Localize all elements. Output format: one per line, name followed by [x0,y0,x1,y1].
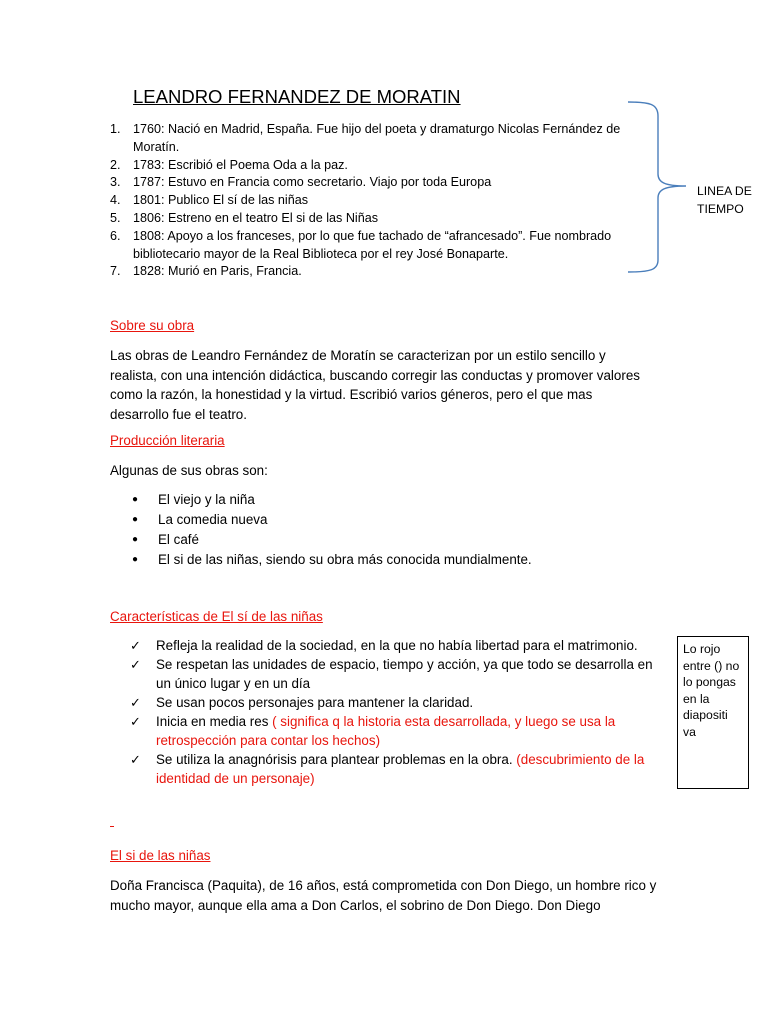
list-item-note: (descubrimiento de la identidad de un personaje) [156,752,645,786]
list-item-text: El si de las niñas, siendo su obra más conocida mundialmente. [158,552,532,567]
timeline-item [110,228,650,264]
side-note-box [677,636,749,789]
checkmark-icon: ✓ [130,638,141,653]
works-list [130,490,630,570]
timeline-text: 1808: Apoyo a los franceses, por lo que fue tachado de “afrancesado”. Fue nombrado bibliotecario mayor de la Real Biblioteca por el rey José Bonaparte. [133,228,612,261]
list-item [130,712,670,750]
checkmark-icon: ✓ [130,752,141,767]
red-dash-mark [110,826,114,827]
timeline-number: 5. [110,210,121,225]
list-item-text: Se usan pocos personajes para mantener la claridad. [156,695,474,710]
timeline-item [110,174,650,192]
bullet-icon: ● [132,494,139,505]
timeline-text: 1806: Estreno en el teatro El si de las Niñas [133,210,379,225]
timeline-item [110,157,650,175]
list-item-text: Inicia en media res [156,714,273,729]
list-item [130,655,670,693]
list-item-note: ( significa q la historia esta desarrollada, y luego se usa la retrospección para contar los hechos) [156,714,616,748]
timeline-text: 1828: Murió en Paris, Francia. [133,264,302,279]
timeline-number: 3. [110,175,121,190]
list-item [130,490,630,510]
section-heading-caracteristicas: Características de El sí de las niñas [110,609,323,624]
list-item [130,530,630,550]
timeline-number: 2. [110,157,121,172]
checkmark-icon: ✓ [130,695,141,710]
curly-brace-shape [626,100,696,276]
page-title: LEANDRO FERNANDEZ DE MORATIN [133,86,461,107]
characteristics-list [130,636,670,788]
list-item-text: El viejo y la niña [158,492,255,507]
bullet-icon: ● [132,554,139,565]
timeline-number: 4. [110,193,121,208]
list-item-text: Se utiliza la anagnórisis para plantear problemas en la obra. [156,752,517,767]
timeline-number: 1. [110,122,121,136]
list-item-text: Refleja la realidad de la sociedad, en la que no había libertad para el matrimonio. [156,638,638,653]
timeline-text: 1801: Publico El sí de las niñas [133,193,309,208]
timeline-text: 1783: Escribió el Poema Oda a la paz. [133,157,348,172]
list-item-text: El café [158,532,199,547]
side-note-text: Lo rojo entre () no lo pongas en la diapositi va [683,642,740,739]
checkmark-icon: ✓ [130,657,141,672]
timeline-text: 1787: Estuvo en Francia como secretario. Viajo por toda Europa [133,175,492,190]
timeline-number: 6. [110,228,121,243]
list-item [130,750,670,788]
produccion-intro: Algunas de sus obras son: [110,463,268,478]
bullet-icon: ● [132,514,139,525]
bullet-icon: ● [132,534,139,545]
list-item [130,550,630,570]
timeline-item [110,121,650,157]
list-item [130,636,670,655]
timeline-number: 7. [110,264,121,279]
timeline-text: 1760: Nació en Madrid, España. Fue hijo del poeta y dramaturgo Nicolas Fernández de Moratín. [133,122,621,154]
timeline-list [110,121,650,281]
checkmark-icon: ✓ [130,714,141,729]
brace-label: LINEA DE TIEMPO [697,184,752,216]
list-item [130,693,670,712]
section-heading-produccion: Producción literaria [110,433,225,448]
timeline-item [110,210,650,228]
timeline-item [110,192,650,210]
section-heading-obra: Sobre su obra [110,318,195,333]
timeline-item [110,263,650,281]
list-item [130,510,630,530]
list-item-text: La comedia nueva [158,512,268,527]
list-item-text: Se respetan las unidades de espacio, tiempo y acción, ya que todo se desarrolla en un único lugar y en un día [156,657,653,691]
sinopsis-paragraph: Doña Francisca (Paquita), de 16 años, está comprometida con Don Diego, un hombre rico y mucho mayor, aunque ella ama a Don Carlos, el sobrino de Don Diego. Don Diego [110,878,657,913]
obra-paragraph: Las obras de Leandro Fernández de Moratín se caracterizan por un estilo sencillo y realista, con una intención didáctica, buscando corregir las conductas y promover valores como la razón, la honestidad y la virtud. Escribió varios géneros, pero el que mas desarrollo fue el teatro. [110,348,640,422]
section-heading-sinopsis: El si de las niñas [110,848,211,863]
